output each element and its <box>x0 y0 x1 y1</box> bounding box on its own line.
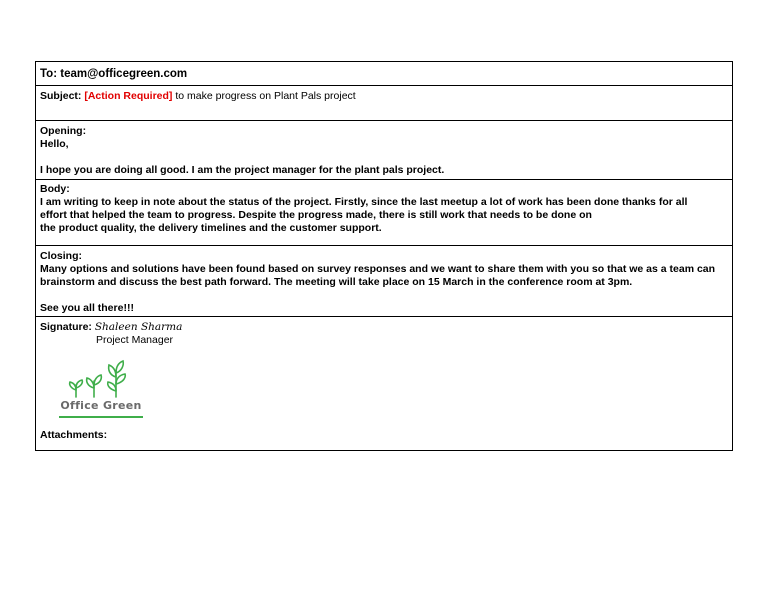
closing-row <box>36 246 732 317</box>
subject-text: to make progress on Plant Pals project <box>175 90 356 102</box>
signature-title: Project Manager <box>96 334 174 346</box>
to-address: team@officegreen.com <box>60 68 188 80</box>
signature-label: Signature: <box>40 321 92 333</box>
logo-text: Office Green <box>60 399 142 412</box>
closing-label: Closing: <box>40 250 82 262</box>
closing-signoff: See you all there!!! <box>40 302 134 314</box>
closing-line-2: brainstorm and discuss the best path forward. The meeting will take place on 15 March in the conference room at 3pm. <box>40 276 633 288</box>
to-row <box>36 62 732 86</box>
signature-row <box>36 317 732 450</box>
attachments-label: Attachments: <box>40 429 108 441</box>
body-label: Body: <box>40 183 70 195</box>
body-line-1: I am writing to keep in note about the status of the project. Firstly, since the last meetup a lot of work has been done thanks for all <box>40 196 688 208</box>
subject-label: Subject: <box>40 90 82 102</box>
signature-name: Shaleen Sharma <box>94 321 183 333</box>
body-line-3: the product quality, the delivery timelines and the customer support. <box>40 222 382 234</box>
closing-line-1: Many options and solutions have been found based on survey responses and we want to share them with you so that we as a team can <box>40 263 716 275</box>
plant-sprouts-icon <box>56 357 146 399</box>
body-row <box>36 180 732 246</box>
email-template <box>35 61 733 451</box>
logo-underline <box>59 416 143 418</box>
body-line-2: effort that helped the team to progress. Despite the progress made, there is still work that needs to be done on <box>40 209 592 221</box>
subject-row <box>36 86 732 121</box>
opening-text: I hope you are doing all good. I am the project manager for the plant pals project. <box>40 164 445 176</box>
office-green-logo <box>56 357 146 419</box>
opening-row <box>36 121 732 180</box>
opening-greeting: Hello, <box>40 138 69 150</box>
to-label: To: <box>40 68 58 80</box>
opening-label: Opening: <box>40 125 87 137</box>
subject-tag: [Action Required] <box>84 90 173 102</box>
